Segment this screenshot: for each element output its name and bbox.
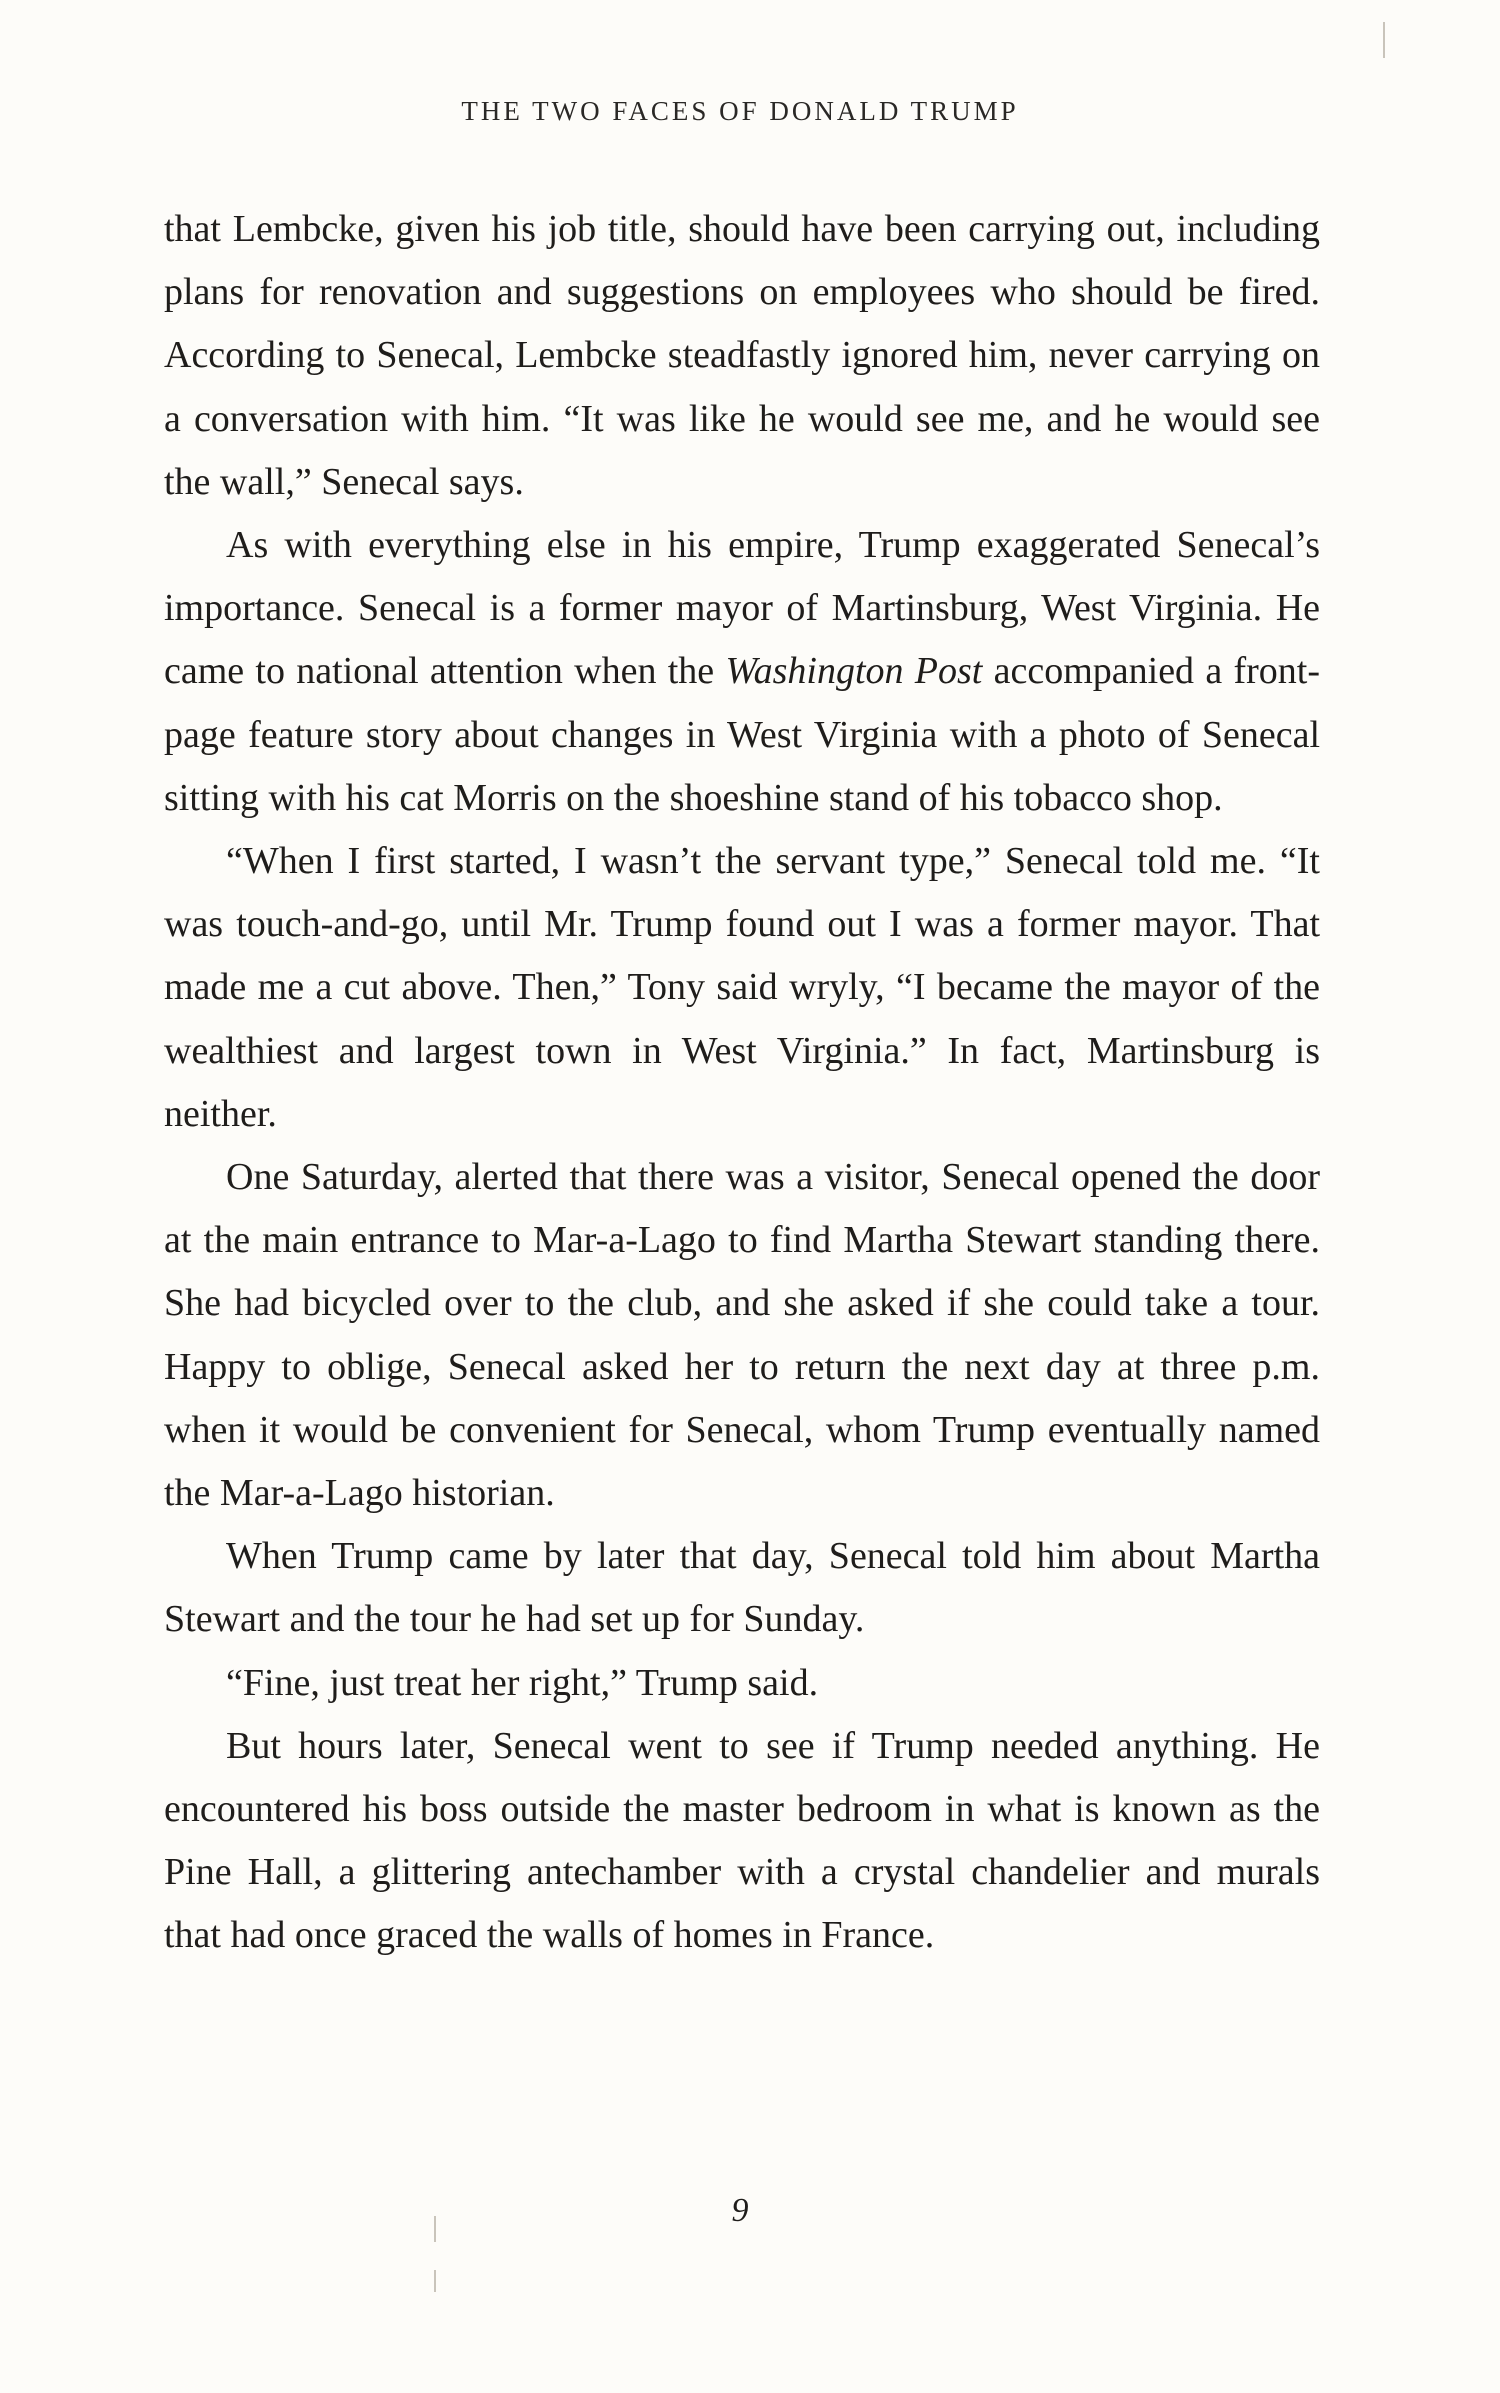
scan-mark	[1383, 22, 1385, 58]
scan-mark	[434, 2270, 436, 2292]
publication-title: Washington Post	[725, 650, 983, 693]
body-text	[164, 198, 1320, 1968]
paragraph: “Fine, just treat her right,” Trump said.	[226, 1661, 819, 1704]
paragraph-text: accompanied a front-page feature story about changes in West Virginia with a photo of Senecal sitting with his cat Morris on the shoeshine stand of his tobacco shop.	[164, 650, 1320, 819]
paragraph: “When I first started, I wasn’t the servant type,” Senecal told me. “It was touch-and-go, until Mr. Trump found out I was a former mayor. That made me a cut above. Then,” Tony said wryly, “I became the mayor of the wealthiest and largest town in West Virginia.” In fact, Martinsburg is neither.	[164, 840, 1320, 1135]
paragraph: But hours later, Senecal went to see if Trump needed anything. He encountered his boss outside the master bedroom in what is known as the Pine Hall, a glittering antechamber with a crystal chandelier and murals that had once graced the walls of homes in France.	[164, 1724, 1320, 1957]
paragraph-text: As with everything else in his empire, Trump exaggerated Senecal’s importance. Senecal is a former mayor of Martinsburg, West Virginia. He came to national attention when the	[164, 524, 1320, 693]
paragraph: One Saturday, alerted that there was a visitor, Senecal opened the door at the main entrance to Mar-a-Lago to find Martha Stewart standing there. She had bicycled over to the club, and she asked if she could take a tour. Happy to oblige, Senecal asked her to return the next day at three p.m. when it would be convenient for Senecal, whom Trump eventually named the Mar-a-Lago historian.	[164, 1156, 1320, 1515]
paragraph: When Trump came by later that day, Senecal told him about Martha Stewart and the tour he had set up for Sunday.	[164, 1535, 1320, 1641]
scan-mark	[434, 2216, 436, 2242]
running-head: THE TWO FACES OF DONALD TRUMP	[461, 96, 1019, 126]
paragraph	[164, 514, 1320, 830]
page-number: 9	[731, 2192, 749, 2229]
paragraph: that Lembcke, given his job title, should have been carrying out, including plans for renovation and suggestions on employees who should be fired. According to Senecal, Lembcke steadfastly ignored him, never carrying on a conversation with him. “It was like he would see me, and he would see the wall,” Senecal says.	[164, 208, 1320, 503]
